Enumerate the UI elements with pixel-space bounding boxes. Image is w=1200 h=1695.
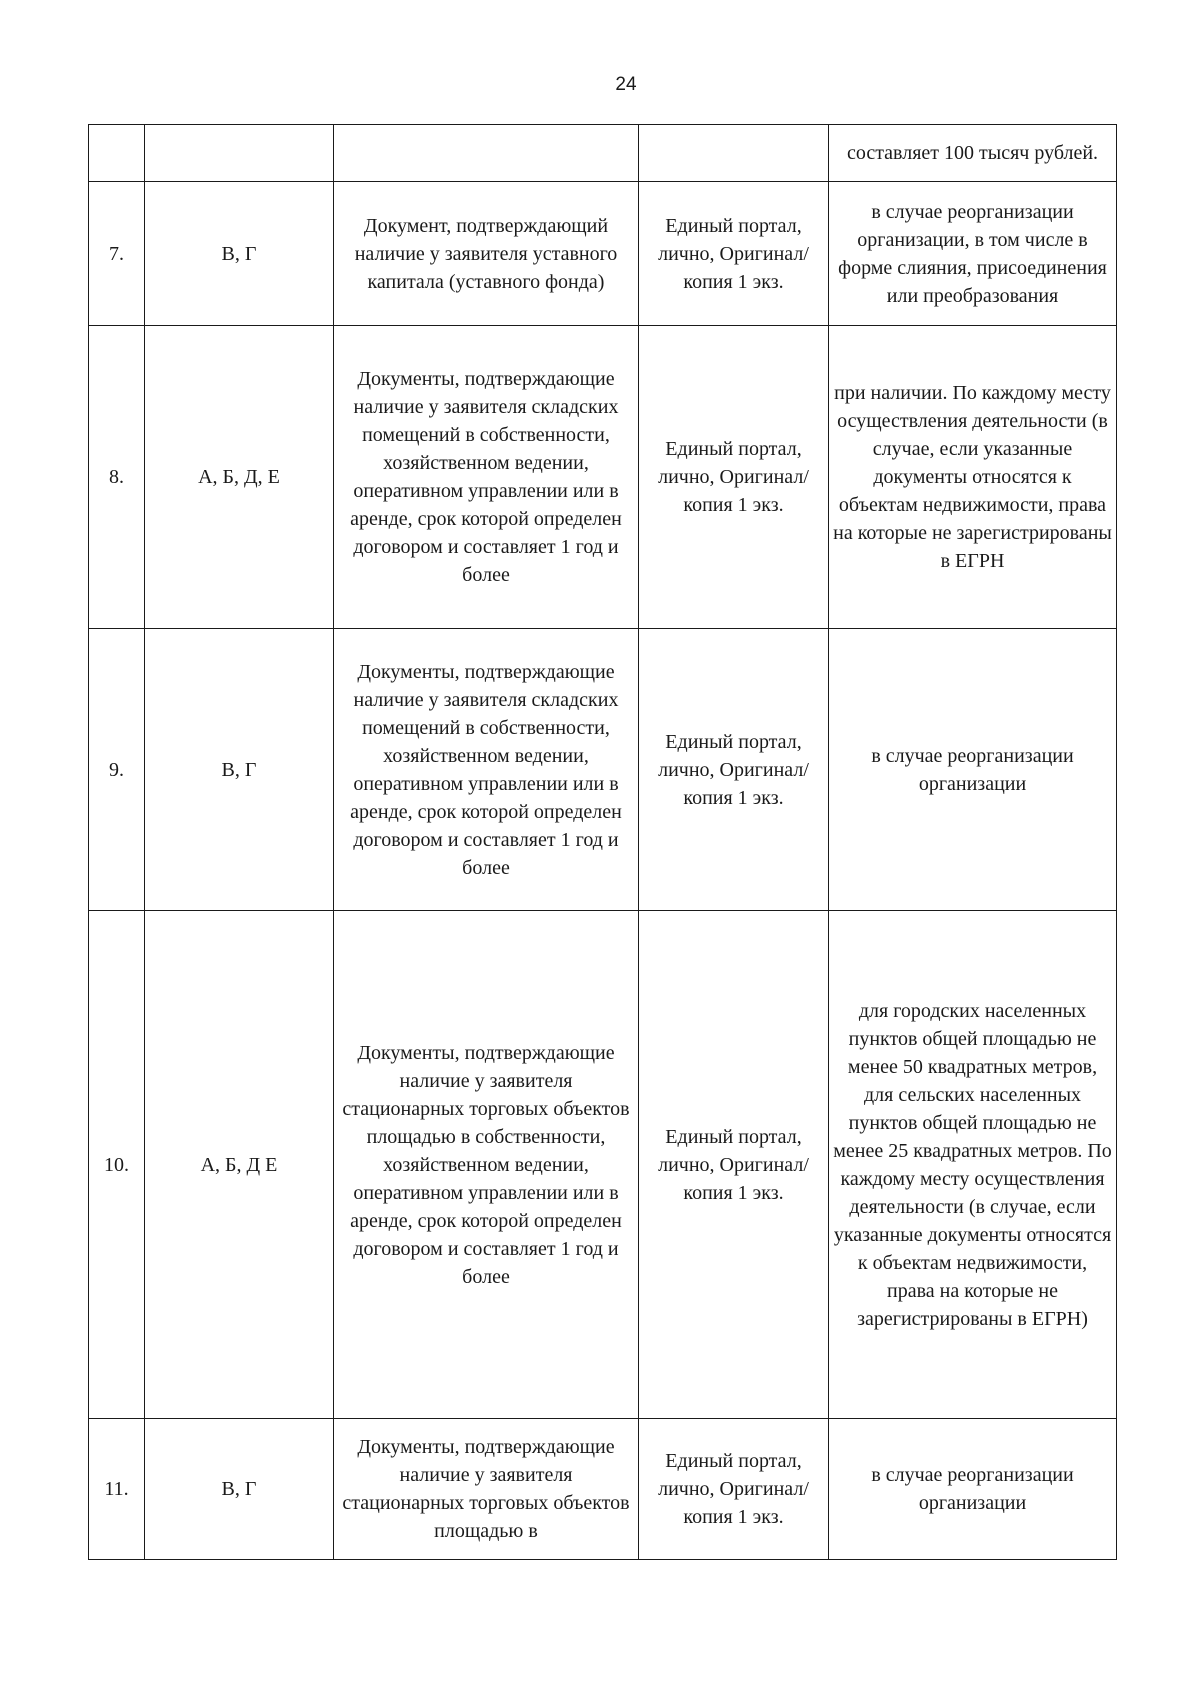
row-number-cell: 7. [89, 182, 145, 326]
note-cell: для городских населенных пунктов общей площадью не менее 50 квадратных метров, для сельских населенных пунктов общей площадью не менее 25 квадратных метров. По каждому месту осуществления деятельности (в случае, если указанные документы относятся к объектам недвижимости, права на которые не зарегистрированы в ЕГРН) [829, 911, 1117, 1419]
table-row [89, 125, 1117, 182]
submission-method-cell: Единый портал, лично, Оригинал/копия 1 экз. [639, 911, 829, 1419]
table-row [89, 326, 1117, 629]
document-cell: Документы, подтверждающие наличие у заявителя складских помещений в собственности, хозяйственном ведении, оперативном управлении или в аренде, срок которой определен договором и составляет 1 год и более [334, 629, 639, 911]
table-row [89, 911, 1117, 1419]
row-number-cell: 9. [89, 629, 145, 911]
row-number-cell: 10. [89, 911, 145, 1419]
document-cell: Документ, подтверждающий наличие у заявителя уставного капитала (уставного фонда) [334, 182, 639, 326]
submission-method-cell: Единый портал, лично, Оригинал/копия 1 экз. [639, 629, 829, 911]
note-cell: при наличии. По каждому месту осуществления деятельности (в случае, если указанные документы относятся к объектам недвижимости, права на которые не зарегистрированы в ЕГРН [829, 326, 1117, 629]
requirements-table [88, 124, 1117, 1560]
table-row [89, 1419, 1117, 1560]
applicant-category-cell [145, 125, 334, 182]
document-cell: Документы, подтверждающие наличие у заявителя стационарных торговых объектов площадью в [334, 1419, 639, 1560]
row-number-cell: 8. [89, 326, 145, 629]
submission-method-cell: Единый портал, лично, Оригинал/копия 1 экз. [639, 182, 829, 326]
submission-method-cell: Единый портал, лично, Оригинал/копия 1 экз. [639, 1419, 829, 1560]
row-number-cell [89, 125, 145, 182]
submission-method-cell [639, 125, 829, 182]
applicant-category-cell: А, Б, Д, Е [145, 326, 334, 629]
table-row [89, 629, 1117, 911]
document-cell [334, 125, 639, 182]
note-cell: в случае реорганизации организации [829, 629, 1117, 911]
note-cell: в случае реорганизации организации, в том числе в форме слияния, присоединения или преобразования [829, 182, 1117, 326]
table-row [89, 182, 1117, 326]
applicant-category-cell: В, Г [145, 629, 334, 911]
applicant-category-cell: В, Г [145, 182, 334, 326]
note-cell: в случае реорганизации организации [829, 1419, 1117, 1560]
document-cell: Документы, подтверждающие наличие у заявителя складских помещений в собственности, хозяйственном ведении, оперативном управлении или в аренде, срок которой определен договором и составляет 1 год и более [334, 326, 639, 629]
document-cell: Документы, подтверждающие наличие у заявителя стационарных торговых объектов площадью в собственности, хозяйственном ведении, оперативном управлении или в аренде, срок которой определен договором и составляет 1 год и более [334, 911, 639, 1419]
applicant-category-cell: А, Б, Д Е [145, 911, 334, 1419]
row-number-cell: 11. [89, 1419, 145, 1560]
page-number: 24 [615, 74, 637, 95]
note-cell: составляет 100 тысяч рублей. [829, 125, 1117, 182]
applicant-category-cell: В, Г [145, 1419, 334, 1560]
submission-method-cell: Единый портал, лично, Оригинал/копия 1 экз. [639, 326, 829, 629]
